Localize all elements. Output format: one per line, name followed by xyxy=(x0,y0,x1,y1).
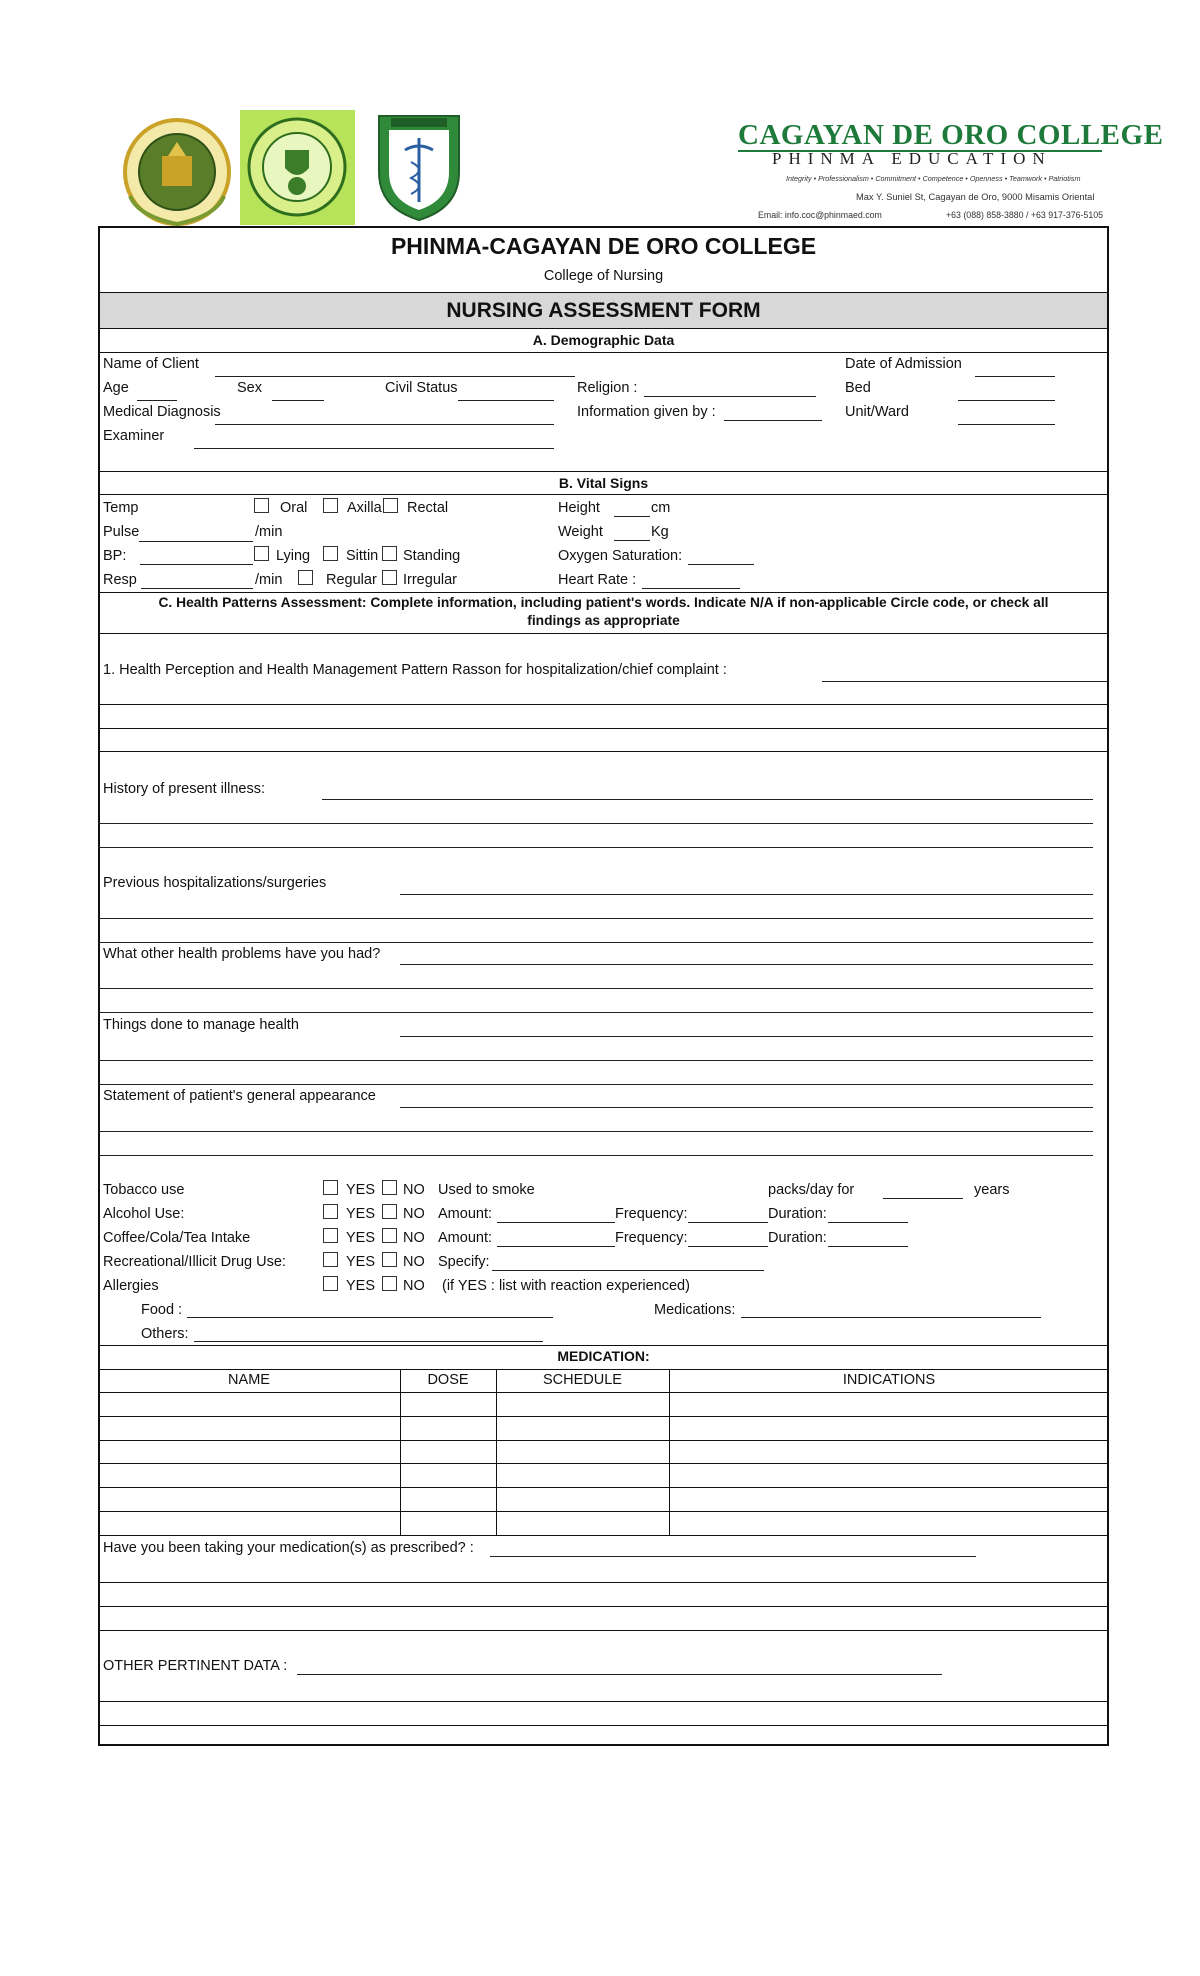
allergies-note: (if YES : list with reaction experienced) xyxy=(442,1278,690,1294)
coffee-label: Coffee/Cola/Tea Intake xyxy=(103,1230,251,1246)
examiner-label: Examiner xyxy=(103,428,165,444)
appearance-field[interactable] xyxy=(400,1107,1093,1108)
sex-label: Sex xyxy=(237,380,262,396)
col-dose-header: DOSE xyxy=(427,1372,469,1388)
alcohol-yes-label: YES xyxy=(346,1206,376,1222)
pulse-field[interactable] xyxy=(139,541,253,542)
other-problems-line-2[interactable] xyxy=(98,988,1093,989)
standing-label: Standing xyxy=(403,548,461,564)
table-row xyxy=(98,1392,1109,1393)
food-label: Food : xyxy=(141,1302,183,1318)
oxygen-label: Oxygen Saturation: xyxy=(558,548,683,564)
alcohol-no-label: NO xyxy=(403,1206,425,1222)
chief-complaint-field[interactable] xyxy=(822,681,1108,682)
manage-line-3[interactable] xyxy=(98,1084,1093,1085)
manage-line-2[interactable] xyxy=(98,1060,1093,1061)
tobacco-label: Tobacco use xyxy=(103,1182,185,1198)
previous-label: Previous hospitalizations/surgeries xyxy=(103,875,327,891)
rule xyxy=(98,1701,1109,1702)
weight-field[interactable] xyxy=(614,540,650,541)
medications-allergy-field[interactable] xyxy=(741,1317,1041,1318)
appearance-line-3[interactable] xyxy=(98,1155,1093,1156)
alcohol-duration-label: Duration: xyxy=(768,1206,827,1222)
others-label: Others: xyxy=(141,1326,189,1342)
table-row xyxy=(98,1416,1109,1417)
pulse-unit: /min xyxy=(255,524,283,540)
coffee-frequency-label: Frequency: xyxy=(615,1230,688,1246)
history-line-2[interactable] xyxy=(98,823,1093,824)
name-label: Name of Client xyxy=(103,356,199,372)
demographic-heading: A. Demographic Data xyxy=(532,332,675,348)
oxygen-field[interactable] xyxy=(688,564,754,565)
rule xyxy=(98,704,1109,705)
height-field[interactable] xyxy=(614,516,650,517)
coffee-amount-field[interactable] xyxy=(497,1246,615,1247)
appearance-line-2[interactable] xyxy=(98,1131,1093,1132)
drugs-specify-field[interactable] xyxy=(492,1270,764,1271)
diagnosis-field[interactable] xyxy=(215,424,554,425)
tobacco-yes-checkbox[interactable] xyxy=(323,1180,338,1195)
table-row xyxy=(98,1511,1109,1512)
diagnosis-label: Medical Diagnosis xyxy=(103,404,221,420)
column-divider xyxy=(669,1369,670,1535)
previous-field[interactable] xyxy=(400,894,1093,895)
rule xyxy=(98,471,1109,472)
brand-subtitle: PHINMA EDUCATION xyxy=(772,149,1052,168)
tobacco-no-label: NO xyxy=(403,1182,425,1198)
alcohol-yes-checkbox[interactable] xyxy=(323,1204,338,1219)
other-problems-line-3[interactable] xyxy=(98,1012,1093,1013)
history-label: History of present illness: xyxy=(103,781,265,797)
bp-label: BP: xyxy=(103,548,127,564)
weight-label: Weight xyxy=(558,524,603,540)
brand-name: CAGAYAN DE ORO COLLEGE xyxy=(738,119,1164,151)
form-frame xyxy=(98,226,1109,1746)
alcohol-duration-field[interactable] xyxy=(828,1222,908,1223)
unit-label: Unit/Ward xyxy=(845,404,909,420)
drugs-label: Recreational/Illicit Drug Use: xyxy=(103,1254,286,1270)
rule xyxy=(98,1582,1109,1583)
irregular-checkbox[interactable] xyxy=(382,570,397,585)
sitting-label: Sittin xyxy=(346,548,379,564)
civil-status-label: Civil Status xyxy=(385,380,458,396)
examiner-field[interactable] xyxy=(194,448,554,449)
core-values: Integrity • Professionalism • Commitment • Competence • Openness • Teamwork • Patriotism xyxy=(786,174,1081,183)
rule xyxy=(98,1345,1109,1346)
alcohol-frequency-label: Frequency: xyxy=(615,1206,688,1222)
oral-checkbox[interactable] xyxy=(254,498,269,513)
allied-health-logo xyxy=(240,110,355,225)
rule xyxy=(98,1606,1109,1607)
tobacco-no-checkbox[interactable] xyxy=(382,1180,397,1195)
rule xyxy=(98,494,1109,495)
table-row xyxy=(98,1463,1109,1464)
age-label: Age xyxy=(103,380,129,396)
coffee-frequency-field[interactable] xyxy=(688,1246,768,1247)
admission-field[interactable] xyxy=(975,376,1055,377)
other-problems-label: What other health problems have you had? xyxy=(103,946,381,962)
name-field[interactable] xyxy=(215,376,575,377)
unit-field[interactable] xyxy=(958,424,1055,425)
food-field[interactable] xyxy=(187,1317,553,1318)
rule xyxy=(98,633,1109,634)
manage-field[interactable] xyxy=(400,1036,1093,1037)
oral-label: Oral xyxy=(280,500,308,516)
prescribed-field[interactable] xyxy=(490,1556,976,1557)
column-divider xyxy=(496,1369,497,1535)
college-name: College of Nursing xyxy=(543,268,664,284)
age-field[interactable] xyxy=(137,400,177,401)
coffee-amount-label: Amount: xyxy=(438,1230,492,1246)
drugs-yes-checkbox[interactable] xyxy=(323,1252,338,1267)
resp-label: Resp xyxy=(103,572,137,588)
cm-label: cm xyxy=(651,500,671,516)
allergies-no-checkbox[interactable] xyxy=(382,1276,397,1291)
rectal-label: Rectal xyxy=(407,500,449,516)
rule xyxy=(98,1630,1109,1631)
axilla-checkbox[interactable] xyxy=(323,498,338,513)
chief-complaint-label: 1. Health Perception and Health Management Pattern Rasson for hospitalization/chief complaint : xyxy=(103,662,727,678)
alcohol-amount-label: Amount: xyxy=(438,1206,492,1222)
manage-label: Things done to manage health xyxy=(103,1017,299,1033)
used-smoke-label: Used to smoke xyxy=(438,1182,535,1198)
medication-heading: MEDICATION: xyxy=(557,1348,650,1364)
standing-checkbox[interactable] xyxy=(382,546,397,561)
other-data-field[interactable] xyxy=(297,1674,942,1675)
drugs-yes-label: YES xyxy=(346,1254,376,1270)
column-divider xyxy=(400,1369,401,1535)
health-heading-line1: C. Health Patterns Assessment: Complete information, including patient's words. Indicate N/A if non-applicable Circle code, or check all xyxy=(158,595,1049,610)
health-heading-line2: findings as appropriate xyxy=(527,613,680,628)
resp-unit: /min xyxy=(255,572,283,588)
info-given-field[interactable] xyxy=(724,420,822,421)
heart-rate-field[interactable] xyxy=(642,588,740,589)
sex-field[interactable] xyxy=(272,400,324,401)
civil-status-field[interactable] xyxy=(458,400,554,401)
irregular-label: Irregular xyxy=(403,572,457,588)
medications-allergy-label: Medications: xyxy=(654,1302,736,1318)
religion-field[interactable] xyxy=(644,396,816,397)
sitting-checkbox[interactable] xyxy=(323,546,338,561)
lying-label: Lying xyxy=(276,548,311,564)
college-email: Email: info.coc@phinmaed.com xyxy=(758,210,882,220)
religion-label: Religion : xyxy=(577,380,638,396)
history-field[interactable] xyxy=(322,799,1093,800)
other-problems-field[interactable] xyxy=(400,964,1093,965)
years-label: years xyxy=(974,1182,1010,1198)
coffee-duration-field[interactable] xyxy=(828,1246,908,1247)
col-name-header: NAME xyxy=(228,1372,270,1388)
college-of-nursing-logo xyxy=(375,112,463,224)
college-seal-logo xyxy=(118,116,236,228)
axilla-label: Axilla xyxy=(347,500,382,516)
form-title: NURSING ASSESSMENT FORM xyxy=(446,299,761,322)
rule xyxy=(98,1725,1109,1726)
coffee-no-label: NO xyxy=(403,1230,425,1246)
regular-checkbox[interactable] xyxy=(298,570,313,585)
alcohol-frequency-field[interactable] xyxy=(688,1222,768,1223)
rule xyxy=(98,592,1109,593)
temp-label: Temp xyxy=(103,500,139,516)
tobacco-yes-label: YES xyxy=(346,1182,376,1198)
history-line-3[interactable] xyxy=(98,847,1093,848)
lying-checkbox[interactable] xyxy=(254,546,269,561)
rule xyxy=(98,751,1109,752)
pulse-label: Pulse xyxy=(103,524,140,540)
rule xyxy=(98,292,1109,293)
rule xyxy=(98,328,1109,329)
coffee-yes-label: YES xyxy=(346,1230,376,1246)
alcohol-label: Alcohol Use: xyxy=(103,1206,185,1222)
appearance-label: Statement of patient's general appearance xyxy=(103,1088,376,1104)
college-phone: +63 (088) 858-3880 / +63 917-376-5105 xyxy=(946,210,1104,220)
years-field[interactable] xyxy=(883,1198,963,1199)
drugs-specify-label: Specify: xyxy=(438,1254,490,1270)
prescribed-label: Have you been taking your medication(s) as prescribed? : xyxy=(103,1540,474,1556)
others-field[interactable] xyxy=(194,1341,543,1342)
college-address: Max Y. Suniel St, Cagayan de Oro, 9000 Misamis Oriental xyxy=(856,192,1095,202)
rule xyxy=(98,728,1109,729)
alcohol-no-checkbox[interactable] xyxy=(382,1204,397,1219)
allergies-no-label: NO xyxy=(403,1278,425,1294)
previous-line-2[interactable] xyxy=(98,918,1093,919)
kg-label: Kg xyxy=(651,524,669,540)
bed-field[interactable] xyxy=(958,400,1055,401)
bp-field[interactable] xyxy=(140,564,253,565)
alcohol-amount-field[interactable] xyxy=(497,1222,615,1223)
vitals-heading: B. Vital Signs xyxy=(558,475,649,491)
table-row xyxy=(98,1535,1109,1536)
allergies-label: Allergies xyxy=(103,1278,159,1294)
coffee-yes-checkbox[interactable] xyxy=(323,1228,338,1243)
bed-label: Bed xyxy=(845,380,871,396)
table-row xyxy=(98,1440,1109,1441)
previous-line-3[interactable] xyxy=(98,942,1093,943)
col-schedule-header: SCHEDULE xyxy=(543,1372,622,1388)
allergies-yes-checkbox[interactable] xyxy=(323,1276,338,1291)
heart-rate-label: Heart Rate : xyxy=(558,572,637,588)
regular-label: Regular xyxy=(326,572,377,588)
rectal-checkbox[interactable] xyxy=(383,498,398,513)
table-row xyxy=(98,1487,1109,1488)
coffee-duration-label: Duration: xyxy=(768,1230,827,1246)
resp-field[interactable] xyxy=(141,588,253,589)
admission-label: Date of Admission xyxy=(845,356,962,372)
drugs-no-label: NO xyxy=(403,1254,425,1270)
school-name: PHINMA-CAGAYAN DE ORO COLLEGE xyxy=(390,233,817,259)
drugs-no-checkbox[interactable] xyxy=(382,1252,397,1267)
rule xyxy=(98,1369,1109,1370)
allergies-yes-label: YES xyxy=(346,1278,376,1294)
col-indications-header: INDICATIONS xyxy=(842,1372,936,1388)
other-data-label: OTHER PERTINENT DATA : xyxy=(103,1658,288,1674)
height-label: Height xyxy=(558,500,600,516)
packs-label: packs/day for xyxy=(768,1182,855,1198)
rule xyxy=(98,352,1109,353)
coffee-no-checkbox[interactable] xyxy=(382,1228,397,1243)
info-given-label: Information given by : xyxy=(577,404,716,420)
